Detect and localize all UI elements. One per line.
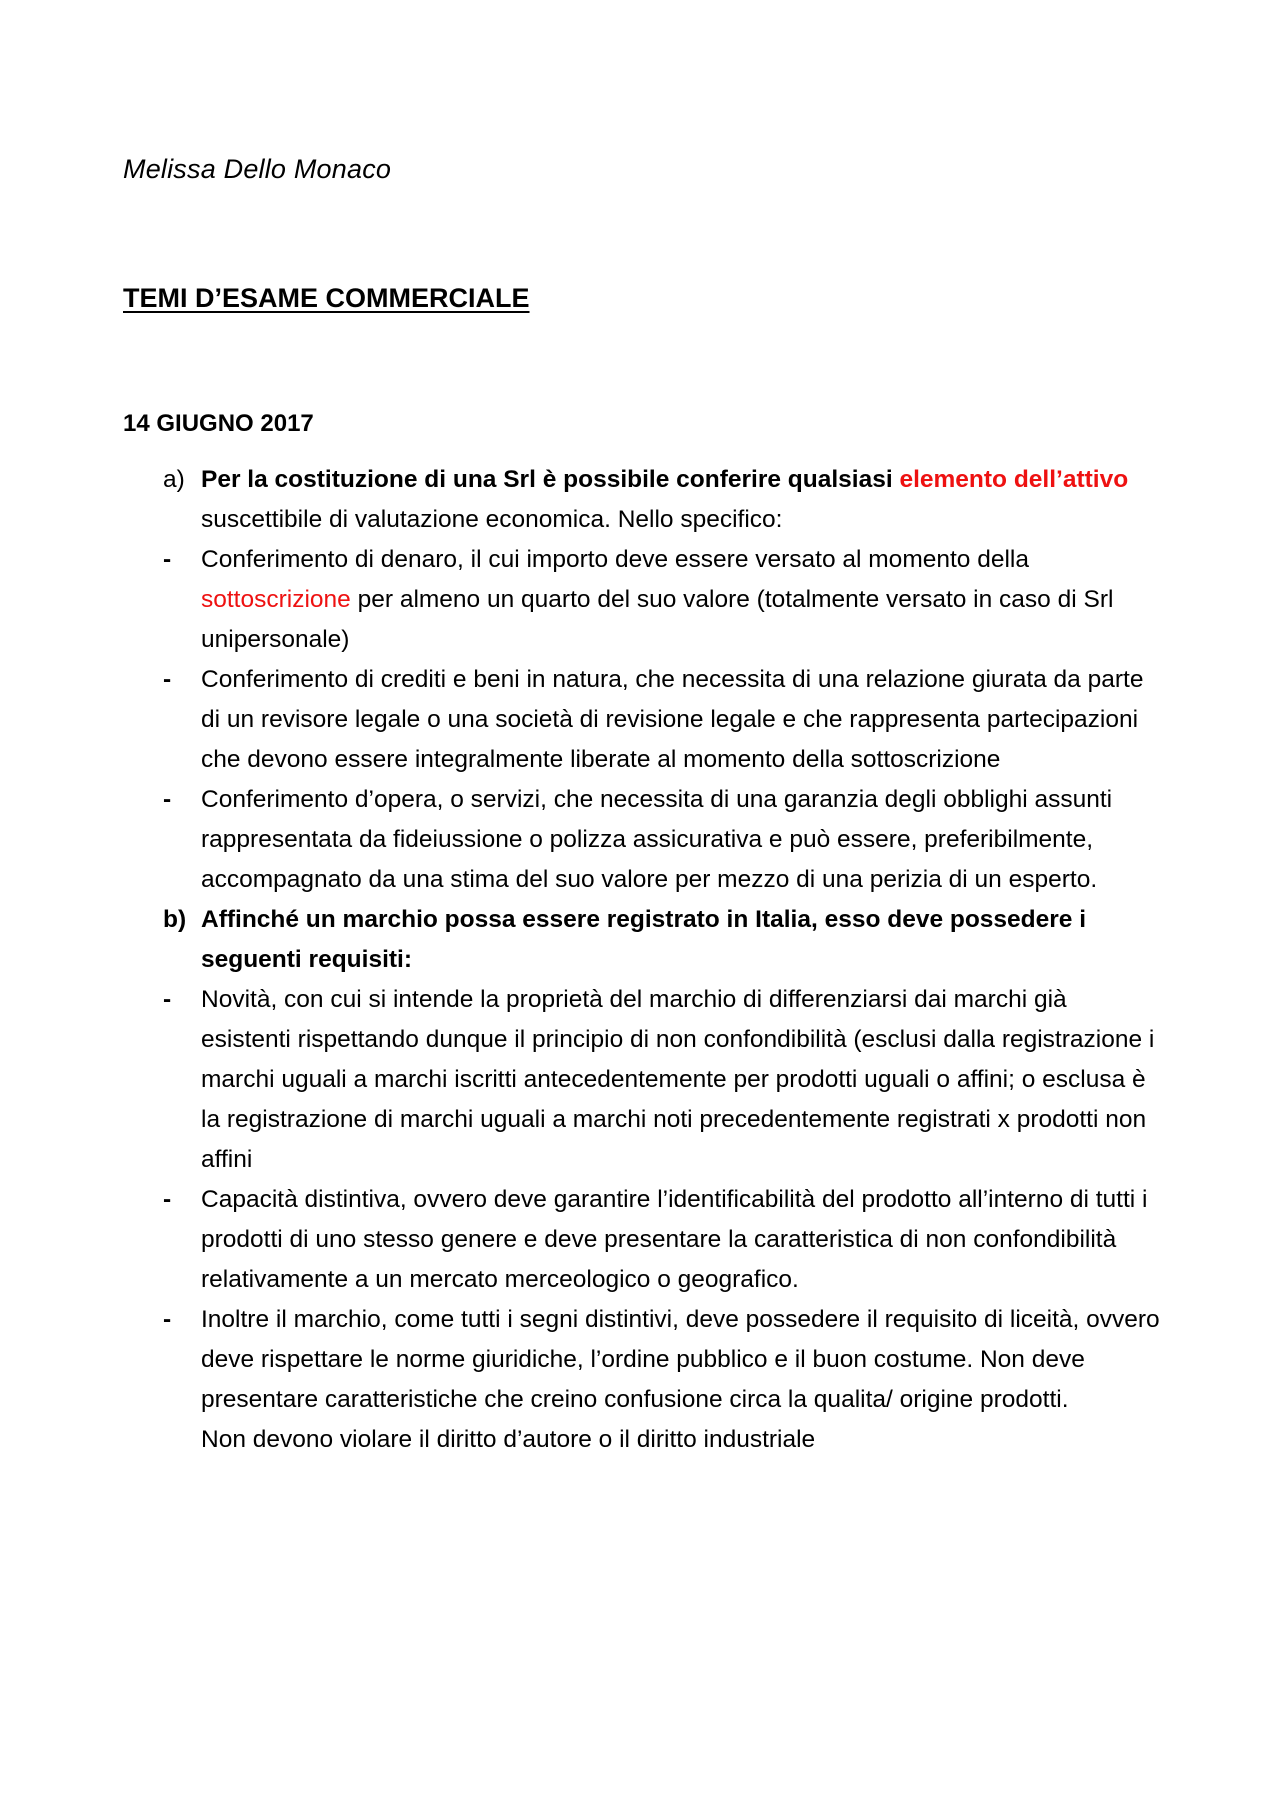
document-title: TEMI D’ESAME COMMERCIALE (123, 283, 530, 313)
question-a (163, 460, 1163, 540)
answer-a-item-3-text: Conferimento d’opera, o servizi, che necessita di una garanzia degli obblighi assunti rappresentata da fideiussione o polizza assicurativa e può essere, preferibilmente, accompagnato da una stima del suo valore per mezzo di una perizia di un esperto. (201, 786, 1113, 893)
bullet-dash: - (163, 546, 172, 573)
answer-a-item-3 (163, 780, 1163, 900)
question-a-text-rest: suscettibile di valutazione economica. Nello specifico: (201, 506, 783, 533)
bullet-dash: - (163, 666, 172, 693)
answer-a-item-2 (163, 660, 1163, 780)
question-b (163, 900, 1163, 980)
question-b-marker: b) (163, 906, 187, 933)
answer-b-item-3 (163, 1300, 1163, 1420)
answer-a-item-1-text-rest: per almeno un quarto del suo valore (totalmente versato in caso di Srl unipersonale) (201, 586, 1114, 653)
answer-a-item-1-highlight: sottoscrizione (201, 586, 351, 613)
answer-b-item-1 (163, 980, 1163, 1180)
bullet-dash: - (163, 1186, 172, 1213)
author-name: Melissa Dello Monaco (123, 154, 392, 184)
answer-b-item-3-text: Inoltre il marchio, come tutti i segni distintivi, deve possedere il requisito di liceità, ovvero deve rispettare le norme giuridiche, l’ordine pubblico e il buon costume. Non deve presentare caratteristiche che creino confusione circa la qualita/ origine prodotti. (201, 1306, 1160, 1413)
answer-b-item-2-text: Capacità distintiva, ovvero deve garantire l’identificabilità del prodotto all’interno di tutti i prodotti di uno stesso genere e deve presentare la caratteristica di non confondibilità relativamente a un mercato merceologico o geografico. (201, 1186, 1148, 1293)
answer-b-item-1-text: Novità, con cui si intende la proprietà del marchio di differenziarsi dai marchi già esistenti rispettando dunque il principio di non confondibilità (esclusi dalla registrazione i marchi uguali a marchi iscritti antecedentemente per prodotti uguali o affini; o esclusa è la registrazione di marchi uguali a marchi noti precedentemente registrati x prodotti non affini (201, 986, 1155, 1173)
exam-date-heading: 14 GIUGNO 2017 (123, 410, 314, 437)
answer-b-item-2 (163, 1180, 1163, 1300)
question-b-text: Affinché un marchio possa essere registrato in Italia, esso deve possedere i seguenti requisiti: (201, 906, 1087, 973)
answer-b-continuation: Non devono violare il diritto d’autore o il diritto industriale (201, 1426, 816, 1453)
answer-a-item-1 (163, 540, 1163, 660)
exam-content (163, 460, 1163, 1460)
question-a-highlight: elemento dell’attivo (899, 466, 1129, 493)
question-a-text: Per la costituzione di una Srl è possibile conferire qualsiasi (201, 466, 900, 493)
answer-a-item-2-text: Conferimento di crediti e beni in natura, che necessita di una relazione giurata da parte di un revisore legale o una società di revisione legale e che rappresenta partecipazioni che devono essere integralmente liberate al momento della sottoscrizione (201, 666, 1144, 773)
answer-a-item-1-text: Conferimento di denaro, il cui importo deve essere versato al momento della (201, 546, 1029, 573)
question-a-marker: a) (163, 466, 185, 493)
bullet-dash: - (163, 1306, 172, 1333)
bullet-dash: - (163, 986, 172, 1013)
bullet-dash: - (163, 786, 172, 813)
